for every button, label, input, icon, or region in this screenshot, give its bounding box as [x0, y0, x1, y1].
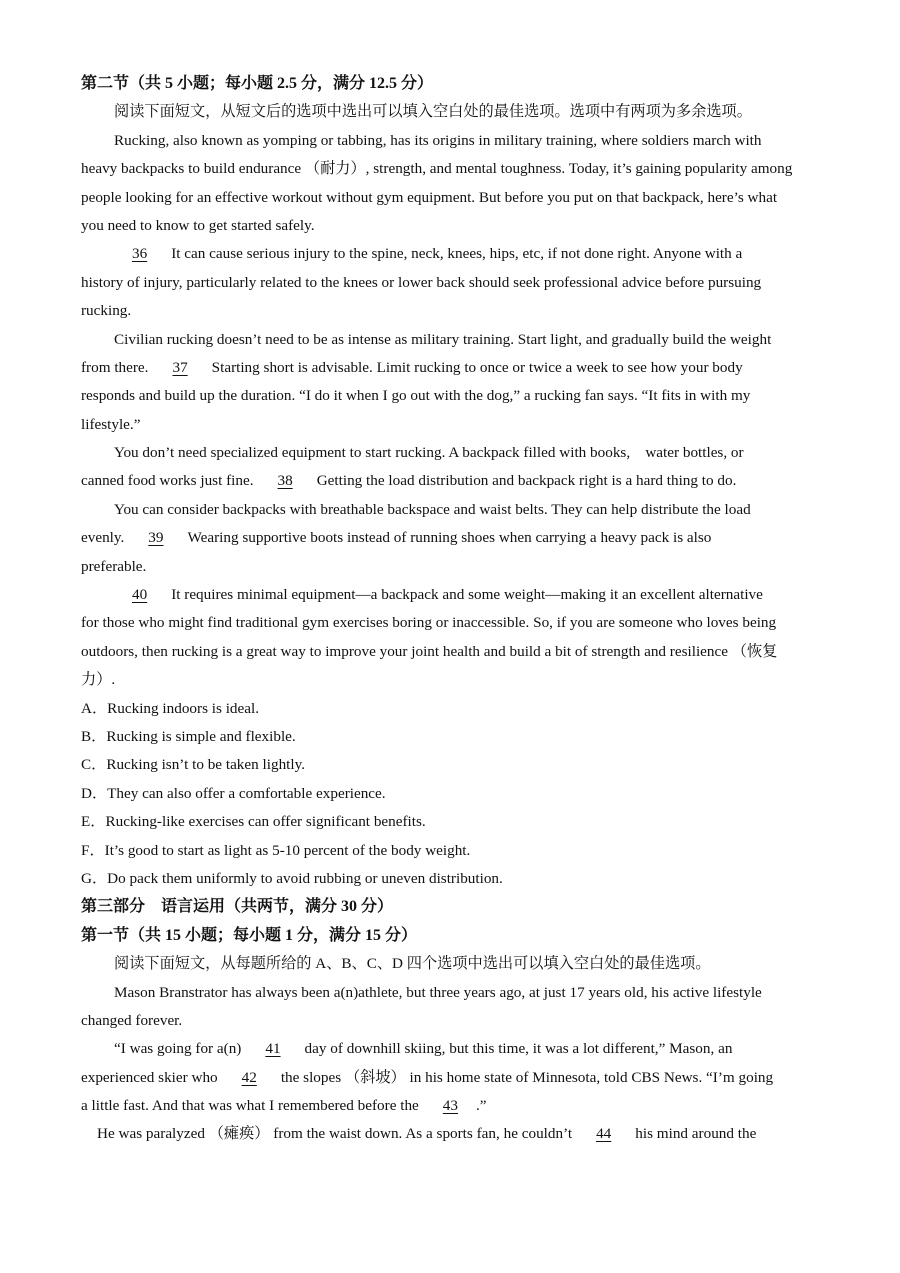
paragraph-line: changed forever. — [81, 1011, 183, 1029]
blank-42: 42 — [241, 1068, 257, 1086]
paragraph-text: He was paralyzed （瘫痪） from the waist down. As a sports fan, he couldn’t — [97, 1125, 573, 1143]
paragraph-line: responds and build up the duration. “I do it when I go out with the dog,” a rucking fan says. “It fits in with my — [81, 387, 751, 405]
blank-36: 36 — [132, 245, 148, 263]
cloze-paragraph-2 — [81, 1035, 823, 1120]
option-f: F．It’s good to start as light as 5-10 percent of the body weight. — [81, 841, 471, 859]
paragraph-line: you need to know to get started safely. — [81, 216, 315, 234]
paragraph-text: his mind around the — [635, 1125, 757, 1143]
paragraph-line: history of injury, particularly related to the knees or lower back should seek professional advice before pursuing — [81, 273, 762, 291]
option-b: B．Rucking is simple and flexible. — [81, 727, 296, 745]
paragraph-line: for those who might find traditional gym exercises boring or inaccessible. So, if you are someone who loves being — [81, 614, 777, 632]
paragraph-line: heavy backpacks to build endurance （耐力）, strength, and mental toughness. Today, it’s gaining popularity among — [81, 160, 793, 178]
paragraph-5 — [81, 496, 823, 581]
option-g: G．Do pack them uniformly to avoid rubbing or uneven distribution. — [81, 869, 503, 887]
paragraph-text: day of downhill skiing, but this time, it was a lot different,” Mason, an — [304, 1040, 733, 1058]
paragraph-line: Mason Branstrator has always been a(n)athlete, but three years ago, at just 17 years old, his active lifestyle — [114, 983, 762, 1001]
paragraph-text: Getting the load distribution and backpack right is a hard thing to do. — [316, 472, 737, 490]
paragraph-text: “I was going for a(n) — [114, 1040, 242, 1058]
paragraph-line: outdoors, then rucking is a great way to improve your joint health and build a bit of strength and resilience （恢复 — [81, 642, 778, 660]
blank-38: 38 — [277, 472, 293, 490]
paragraph-text: the slopes （斜坡） in his home state of Minnesota, told CBS News. “I’m going — [280, 1068, 774, 1086]
paragraph-text: .” — [475, 1097, 487, 1115]
paragraph-line: 力）. — [81, 671, 116, 689]
paragraph-text: Wearing supportive boots instead of running shoes when carrying a heavy pack is also — [187, 529, 712, 547]
blank-40: 40 — [132, 586, 148, 604]
paragraph-1 — [81, 127, 823, 241]
paragraph-text: experienced skier who — [81, 1068, 218, 1086]
section-heading: 第二节（共 5 小题；每小题 2.5 分，满分 12.5 分） — [81, 75, 434, 92]
paragraph-4 — [81, 439, 823, 496]
paragraph-line: preferable. — [81, 557, 147, 575]
paragraph-2 — [81, 240, 823, 325]
blank-44: 44 — [596, 1125, 612, 1143]
paragraph-line: Civilian rucking doesn’t need to be as intense as military training. Start light, and gradually build the weight — [114, 330, 772, 348]
cloze-paragraph-1 — [81, 979, 823, 1036]
paragraph-text: canned food works just fine. — [81, 472, 254, 490]
paragraph-text: evenly. — [81, 529, 125, 547]
part-heading: 第三部分 语言运用（共两节，满分 30 分） — [81, 898, 394, 916]
document-page — [81, 70, 823, 1149]
paragraph-line: You don’t need specialized equipment to start rucking. A backpack filled with books, water bottles, or — [114, 444, 744, 462]
instruction: 阅读下面短文，从每题所给的 A、B、C、D 四个选项中选出可以填入空白处的最佳选项。 — [114, 955, 711, 973]
paragraph-text: It can cause serious injury to the spine, neck, knees, hips, etc, if not done right. Anyone with a — [171, 245, 743, 263]
option-c: C．Rucking isn’t to be taken lightly. — [81, 756, 305, 774]
paragraph-line: rucking. — [81, 302, 132, 320]
paragraph-text: It requires minimal equipment—a backpack and some weight—making it an excellent alternative — [171, 586, 763, 604]
paragraph-text: Starting short is advisable. Limit rucking to once or twice a week to see how your body — [211, 358, 743, 376]
paragraph-line: Rucking, also known as yomping or tabbing, has its origins in military training, where soldiers march with — [114, 131, 762, 149]
paragraph-line: You can consider backpacks with breathable backspace and waist belts. They can help distribute the load — [114, 500, 751, 518]
paragraph-text: from there. — [81, 358, 149, 376]
option-d: D．They can also offer a comfortable experience. — [81, 784, 386, 802]
blank-41: 41 — [265, 1040, 281, 1058]
options-list — [81, 695, 823, 894]
option-a: A．Rucking indoors is ideal. — [81, 699, 260, 717]
paragraph-6 — [81, 581, 823, 695]
blank-37: 37 — [172, 358, 188, 376]
paragraph-line: people looking for an effective workout without gym equipment. But before you put on that backpack, here’s what — [81, 188, 778, 206]
instruction: 阅读下面短文，从短文后的选项中选出可以填入空白处的最佳选项。选项中有两项为多余选项。 — [114, 103, 752, 121]
blank-39: 39 — [148, 529, 164, 547]
paragraph-line: lifestyle.” — [81, 415, 141, 433]
option-e: E．Rucking-like exercises can offer significant benefits. — [81, 813, 426, 831]
section-heading: 第一节（共 15 小题；每小题 1 分，满分 15 分） — [81, 926, 418, 944]
paragraph-text: a little fast. And that was what I remembered before the — [81, 1097, 419, 1115]
cloze-paragraph-3 — [81, 1120, 823, 1148]
paragraph-3 — [81, 326, 823, 440]
blank-43: 43 — [442, 1097, 458, 1115]
